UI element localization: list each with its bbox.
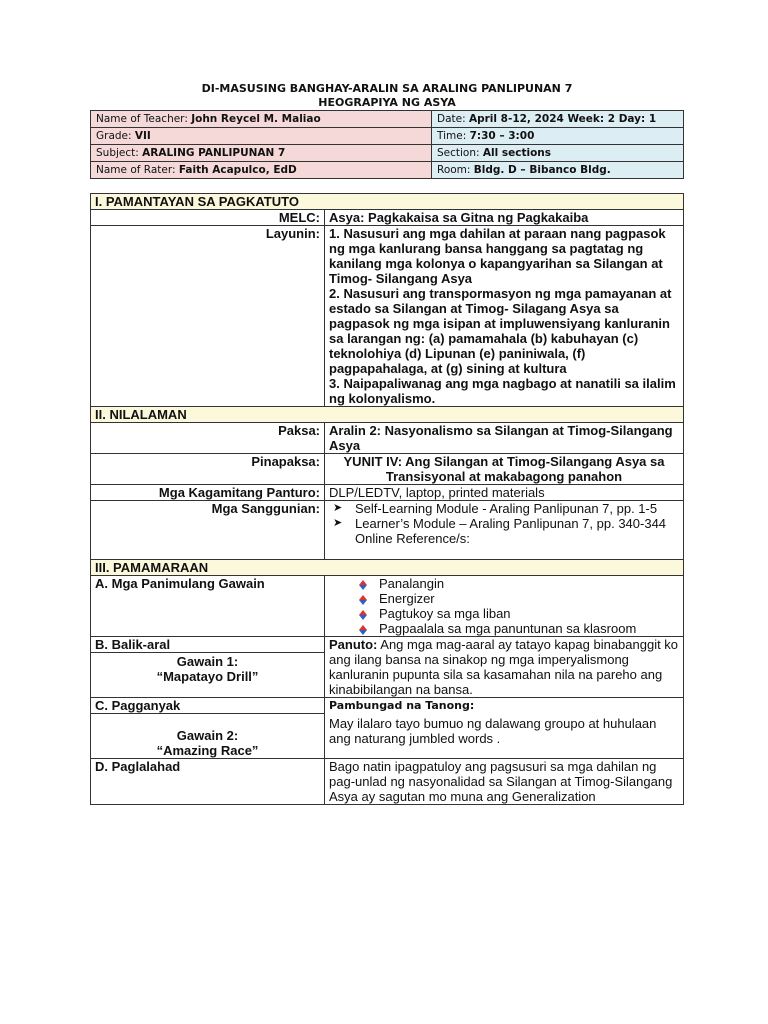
bullet-icon [359, 610, 367, 615]
list-item: Panalangin [353, 576, 679, 591]
bullet-icon [359, 625, 367, 630]
paksa-label: Paksa: [91, 423, 325, 454]
teacher-name: John Reycel M. Maliao [191, 113, 321, 125]
date-value: April 8-12, 2024 Week: 2 Day: 1 [468, 113, 657, 125]
gawain-1-label: Gawain 1: [91, 652, 324, 669]
sanggunian-list [325, 501, 684, 560]
bullet-icon [359, 595, 367, 600]
balik-aral-label: B. Balik-aral [95, 637, 171, 652]
section-header-pamantayan: I. PAMANTAYAN SA PAGKATUTO [91, 194, 684, 210]
info-table [90, 110, 684, 179]
list-item: Pagpaalala sa mga panuntunan sa klasroom [353, 621, 679, 636]
room-value: Bldg. D – Bibanco Bldg. [473, 164, 611, 176]
melc-label: MELC: [91, 210, 325, 226]
pagganyak-label: C. Pagganyak [95, 698, 181, 713]
layunin-label: Layunin: [91, 226, 325, 407]
pinapaksa-label: Pinapaksa: [91, 454, 325, 485]
section-header-pamamaraan: III. PAMAMARAAN [91, 560, 684, 576]
gawain-2-label: Gawain 2: [91, 713, 324, 743]
layunin-item: 2. Nasusuri ang transpormasyon ng mga pamayanan at estado sa Silangan at Timog- Silagang Asya sa pagpasok ng mga isipan at impluwensiyang kanluranin sa larangan ng: (a) pamamahala (b) kabuhayan (c) teknolohiya (d) Lipunan (e) paniniwala, (f) pagpapahalaga, at (g) sining at kultura [329, 286, 672, 376]
section-value: All sections [482, 147, 552, 159]
balik-aral-content [325, 637, 684, 698]
list-item: Energizer [353, 591, 679, 606]
layunin-list [325, 226, 684, 407]
rater-cell: Name of Rater: Faith Acapulco, EdD [91, 162, 432, 179]
paglalahad-label: D. Paglalahad [91, 759, 325, 805]
gawain-2-name: “Amazing Race” [156, 743, 259, 758]
panimulang-gawain-list [325, 576, 684, 637]
layunin-item: 1. Nasusuri ang mga dahilan at paraan nang pagpasok ng mga kanlurang bansa hanggang sa pagtatag ng kanilang mga kolonya o kapangyarihan sa Silangan at Timog- Silangang Asya [329, 226, 666, 286]
list-item: ➤ Self-Learning Module - Araling Panlipunan 7, pp. 1-5 [333, 501, 658, 516]
kagamitan-label: Mga Kagamitang Panturo: [91, 485, 325, 501]
lesson-plan-table [90, 193, 684, 805]
panimulang-gawain-label: A. Mga Panimulang Gawain [91, 576, 325, 637]
gawain-1-name: “Mapatayo Drill” [156, 669, 259, 684]
room-cell: Room: Bldg. D – Bibanco Bldg. [432, 162, 684, 179]
pagganyak-cell [91, 698, 325, 759]
rater-name: Faith Acapulco, EdD [178, 164, 297, 176]
grade-cell: Grade: VII [91, 128, 432, 145]
time-cell: Time: 7:30 – 3:00 [432, 128, 684, 145]
panuto-text: Ang mga mag-aaral ay tatayo kapag binabanggit ko ang ilang bansa na sinakop ng mga imperyalismong kanluranin pupunta sila sa kasamahan nila na pareho ang kinabibilangan na bansa. [329, 637, 679, 697]
section-header-nilalaman: II. NILALAMAN [91, 407, 684, 423]
list-item: Pagtukoy sa mga liban [353, 606, 679, 621]
list-item [329, 531, 679, 546]
pambungad-tanong-label: Pambungad na Tanong: [329, 699, 475, 712]
online-reference: Online Reference/s: [355, 531, 470, 546]
document-title: DI-MASUSING BANGHAY-ARALIN SA ARALING PANLIPUNAN 7 [201, 82, 573, 95]
layunin-item: 3. Naipapaliwanag ang mga nagbago at nanatili sa ilalim ng kolonyalismo. [329, 376, 676, 406]
time-value: 7:30 – 3:00 [469, 130, 535, 142]
bullet-icon [359, 580, 367, 585]
date-cell: Date: April 8-12, 2024 Week: 2 Day: 1 [432, 111, 684, 128]
sanggunian-label: Mga Sanggunian: [91, 501, 325, 560]
paglalahad-text: Bago natin ipagpatuloy ang pagsusuri sa mga dahilan ng pag-unlad ng nasyonalidad sa Silangan at Timog-Silangang Asya ay sagutan mo muna ang Generalization [325, 759, 684, 805]
subject-value: ARALING PANLIPUNAN 7 [142, 147, 286, 159]
melc-value: Asya: Pagkakaisa sa Gitna ng Pagkakaiba [325, 210, 684, 226]
arrow-bullet-icon: ➤ [333, 502, 343, 514]
document-subtitle: HEOGRAPIYA NG ASYA [318, 96, 456, 109]
arrow-bullet-icon: ➤ [333, 517, 343, 529]
panuto-label: Panuto: [329, 637, 378, 652]
list-item: ➤ Learner’s Module – Araling Panlipunan 7, pp. 340-344 [333, 516, 667, 531]
pagganyak-text: May ilalaro tayo bumuo ng dalawang groupo at huhulaan ang naturang jumbled words . [329, 716, 657, 746]
kagamitan-value: DLP/LEDTV, laptop, printed materials [325, 485, 684, 501]
pagganyak-content [325, 698, 684, 759]
section-cell: Section: All sections [432, 145, 684, 162]
balik-aral-cell [91, 637, 325, 698]
pinapaksa-value: YUNIT IV: Ang Silangan at Timog-Silangang Asya sa Transisyonal at makabagong panahon [325, 454, 684, 485]
grade-value: VII [134, 130, 151, 142]
teacher-cell: Name of Teacher: John Reycel M. Maliao [91, 111, 432, 128]
paksa-value: Aralin 2: Nasyonalismo sa Silangan at Timog-Silangang Asya [325, 423, 684, 454]
subject-cell: Subject: ARALING PANLIPUNAN 7 [91, 145, 432, 162]
